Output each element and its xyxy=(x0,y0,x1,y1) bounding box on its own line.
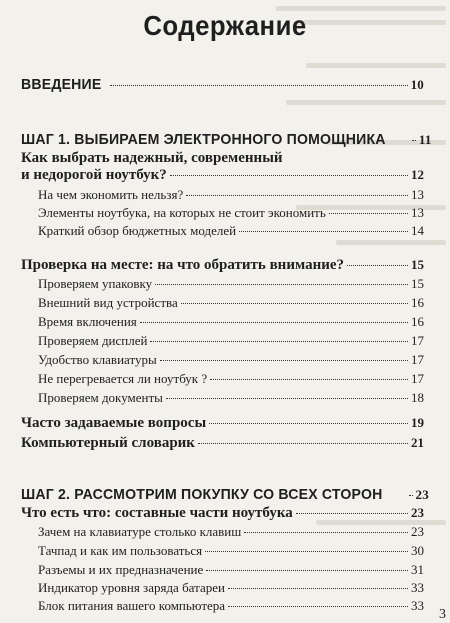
toc-page-number: 14 xyxy=(411,223,424,238)
toc-page-number: 17 xyxy=(411,371,424,386)
toc-subentry[interactable] xyxy=(38,314,424,330)
toc-entry-label: Зачем на клавиатуре столько клавиш xyxy=(38,524,242,539)
dot-leader xyxy=(296,513,408,514)
toc-subentry[interactable] xyxy=(38,543,424,559)
toc-entry-label: ШАГ 2. РАССМОТРИМ ПОКУПКУ СО ВСЕХ СТОРОН xyxy=(21,486,383,503)
toc-subentry[interactable] xyxy=(38,580,424,596)
dot-leader xyxy=(198,443,408,444)
toc-page-number: 13 xyxy=(411,205,424,220)
toc-entry-check[interactable] xyxy=(21,257,424,274)
toc-entry-intro[interactable] xyxy=(21,76,424,93)
toc-entry-glossary[interactable] xyxy=(21,435,424,452)
toc-page-number: 15 xyxy=(411,276,424,291)
toc-page-number: 17 xyxy=(411,352,424,367)
dot-leader xyxy=(205,551,408,552)
toc-entry-label: Проверка на месте: на что обратить внимание? xyxy=(21,257,345,273)
toc-entry-label: Часто задаваемые вопросы xyxy=(21,415,207,431)
toc-subentry[interactable] xyxy=(38,390,424,406)
toc-page-number: 10 xyxy=(410,77,424,92)
toc-subentry[interactable] xyxy=(38,223,424,239)
toc-entry-label: Проверяем дисплей xyxy=(38,333,148,348)
toc-subentry[interactable] xyxy=(38,598,424,614)
toc-page-number: 11 xyxy=(418,132,432,147)
toc-entry-label: Тачпад и как им пользоваться xyxy=(38,543,203,558)
toc-entry-label: Индикатор уровня заряда батареи xyxy=(38,580,225,595)
toc-entry-label: Проверяем упаковку xyxy=(38,276,153,291)
bleed-through-text xyxy=(336,240,446,245)
toc-page-number: 17 xyxy=(411,333,424,348)
toc-subentry[interactable] xyxy=(38,562,424,578)
toc-subentry[interactable] xyxy=(38,205,424,221)
toc-page-number: 18 xyxy=(411,390,424,405)
dot-leader xyxy=(409,495,413,496)
dot-leader xyxy=(166,398,408,399)
toc-entry-step1[interactable] xyxy=(21,131,432,148)
toc-subentry[interactable] xyxy=(38,276,424,292)
toc-entry-label: Блок питания вашего компьютера xyxy=(38,598,226,613)
toc-entry-label: Что есть что: составные части ноутбука xyxy=(21,505,293,521)
toc-page-number: 33 xyxy=(411,598,424,613)
toc-page-number: 16 xyxy=(411,295,424,310)
toc-subentry[interactable] xyxy=(38,187,424,203)
toc-page-number: 23 xyxy=(411,524,424,539)
dot-leader xyxy=(206,570,408,571)
toc-entry-label: ШАГ 1. ВЫБИРАЕМ ЭЛЕКТРОННОГО ПОМОЩНИКА xyxy=(21,131,386,148)
toc-page-number: 13 xyxy=(411,187,424,202)
dot-leader xyxy=(228,606,408,607)
dot-leader xyxy=(110,85,408,86)
toc-page-number: 19 xyxy=(411,415,424,430)
dot-leader xyxy=(412,140,416,141)
dot-leader xyxy=(329,213,408,214)
toc-page-number: 30 xyxy=(411,543,424,558)
toc-entry-choose[interactable] xyxy=(21,167,424,184)
toc-entry-label: Разъемы и их предназначение xyxy=(38,562,204,577)
dot-leader xyxy=(210,379,408,380)
toc-entry-label: Внешний вид устройства xyxy=(38,295,178,310)
dot-leader xyxy=(228,588,408,589)
toc-entry-step2[interactable] xyxy=(21,486,429,503)
toc-subentry[interactable] xyxy=(38,524,424,540)
toc-page-number: 23 xyxy=(411,505,424,520)
toc-page-number: 31 xyxy=(411,562,424,577)
toc-page-number: 15 xyxy=(411,257,424,272)
dot-leader xyxy=(209,423,408,424)
toc-entry-label: Удобство клавиатуры xyxy=(38,352,157,367)
dot-leader xyxy=(155,284,408,285)
toc-entry-label: Компьютерный словарик xyxy=(21,435,195,451)
page-title: Содержание xyxy=(143,10,307,41)
page-number: 3 xyxy=(439,607,446,622)
toc-entry-label: Краткий обзор бюджетных моделей xyxy=(38,223,237,238)
toc-subentry[interactable] xyxy=(38,295,424,311)
dot-leader xyxy=(160,360,408,361)
dot-leader xyxy=(140,322,408,323)
toc-subentry[interactable] xyxy=(38,352,424,368)
bleed-through-text xyxy=(306,63,446,68)
dot-leader xyxy=(170,175,408,176)
dot-leader xyxy=(244,532,408,533)
toc-entry-label: Элементы ноутбука, на которых не стоит экономить xyxy=(38,205,326,220)
toc-page-number: 12 xyxy=(411,167,424,182)
toc-subentry[interactable] xyxy=(38,371,424,387)
toc-entry-label: Время включения xyxy=(38,314,137,329)
toc-entry-faq[interactable] xyxy=(21,415,424,432)
toc-subentry[interactable] xyxy=(38,333,424,349)
toc-entry-label: и недорогой ноутбук? xyxy=(21,167,167,183)
toc-page-number: 33 xyxy=(411,580,424,595)
toc-page-number: 21 xyxy=(411,435,424,450)
dot-leader xyxy=(239,231,408,232)
dot-leader xyxy=(186,195,408,196)
toc-page-number: 23 xyxy=(415,487,429,502)
dot-leader xyxy=(150,341,408,342)
toc-entry-parts[interactable] xyxy=(21,505,424,522)
toc-entry-choose-line1[interactable]: Как выбрать надежный, современный xyxy=(21,150,283,166)
toc-entry-label: Не перегревается ли ноутбук ? xyxy=(38,371,208,386)
dot-leader xyxy=(181,303,408,304)
toc-entry-label: ВВЕДЕНИЕ xyxy=(21,76,102,93)
toc-page-number: 16 xyxy=(411,314,424,329)
bleed-through-text xyxy=(286,100,446,105)
toc-entry-label: На чем экономить нельзя? xyxy=(38,187,184,202)
toc-entry-label: Проверяем документы xyxy=(38,390,163,405)
dot-leader xyxy=(347,265,408,266)
